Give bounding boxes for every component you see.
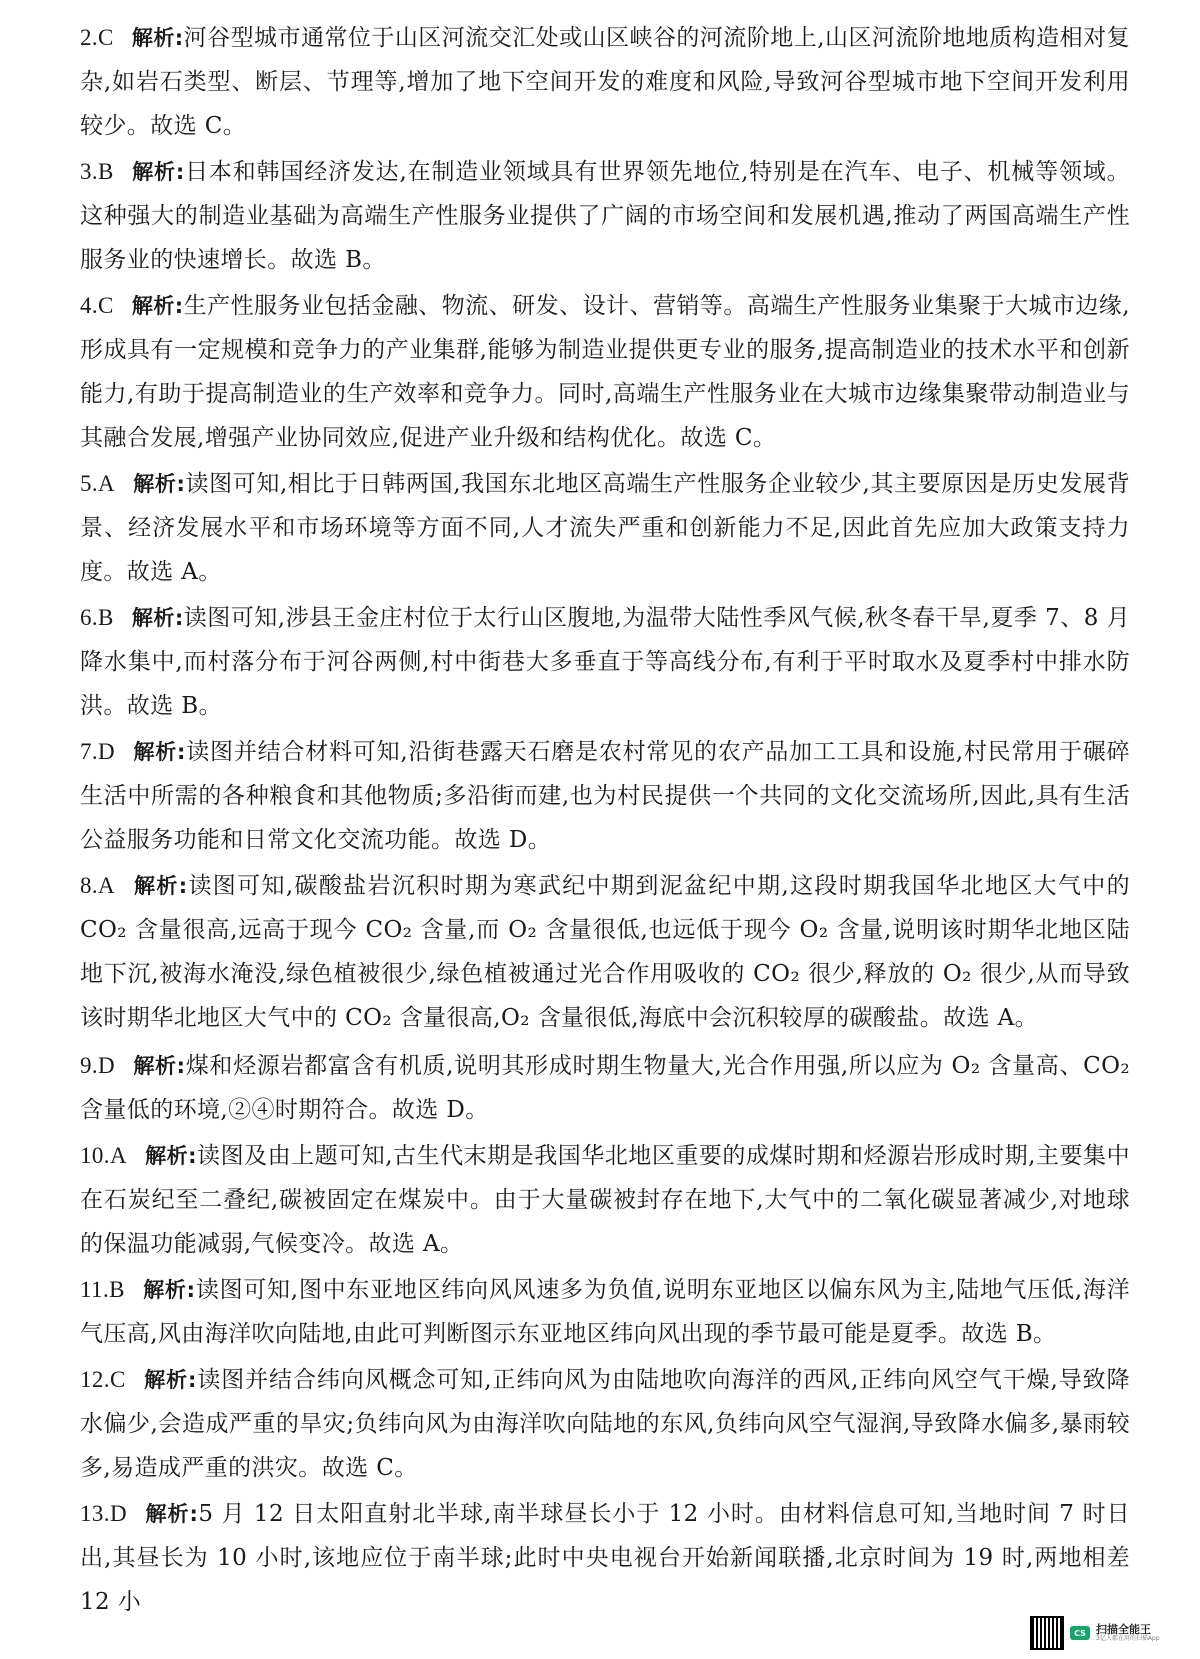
answer-number: 10.A [80, 1143, 127, 1168]
answer-item-5 [80, 462, 1130, 594]
answer-number: 5.A [80, 471, 116, 496]
analysis-label: 解析: [144, 1502, 199, 1526]
analysis-label: 解析: [142, 1278, 196, 1302]
analysis-label: 解析: [144, 1144, 197, 1168]
analysis-text: 读图可知,相比于日韩两国,我国东北地区高端生产性服务企业较少,其主要原因是历史发展背景、经济发展水平和市场环境等方面不同,人才流失严重和创新能力不足,因此首先应加大政策支持力度。故选 A。 [80, 471, 1130, 585]
answer-item-7 [80, 730, 1130, 862]
answer-item-9 [80, 1044, 1130, 1132]
answer-item-6 [80, 596, 1130, 728]
answer-item-11 [80, 1268, 1130, 1356]
watermark-title: 扫描全能王 [1096, 1622, 1151, 1636]
analysis-text: 读图并结合材料可知,沿街巷露天石磨是农村常见的农产品加工工具和设施,村民常用于碾碎生活中所需的各种粮食和其他物质;多沿街而建,也为村民提供一个共同的文化交流场所,因此,具有生活公益服务功能和日常文化交流功能。故选 D。 [80, 739, 1130, 853]
qr-code-icon [1030, 1616, 1064, 1650]
analysis-label: 解析: [143, 1368, 197, 1392]
answer-item-2 [80, 16, 1130, 148]
analysis-text: 煤和烃源岩都富含有机质,说明其形成时期生物量大,光合作用强,所以应为 O₂ 含量高、CO₂ 含量低的环境,②④时期符合。故选 D。 [80, 1053, 1130, 1123]
analysis-label: 解析: [133, 1054, 186, 1078]
analysis-label: 解析: [131, 606, 184, 630]
answer-item-4 [80, 284, 1130, 460]
watermark-subtitle: 3亿人都在用的扫描App [1096, 1634, 1160, 1642]
analysis-text: 读图可知,碳酸盐岩沉积时期为寒武纪中期到泥盆纪中期,这段时期我国华北地区大气中的 CO₂ 含量很高,远高于现今 CO₂ 含量,而 O₂ 含量很低,也远低于现今 O₂ 含量,说明该时期华北地区陆地下沉,被海水淹没,绿色植被很少,绿色植被通过光合作用吸收的 CO₂ 很少,释放的 O₂ 很少,从而导致该时期华北地区大气中的 CO₂ 含量很高,O₂ 含量很低,海底中会沉积较厚的碳酸盐。故选 A。 [80, 873, 1131, 1031]
answer-item-13 [80, 1492, 1130, 1624]
analysis-label: 解析: [133, 874, 188, 898]
answer-number: 7.D [80, 739, 116, 764]
answer-number: 8.A [80, 873, 116, 898]
camscanner-logo-icon: CS [1070, 1626, 1090, 1640]
analysis-text: 读图并结合纬向风概念可知,正纬向风为由陆地吹向海洋的西风,正纬向风空气干燥,导致降水偏少,会造成严重的旱灾;负纬向风为由海洋吹向陆地的东风,负纬向风空气湿润,导致降水偏多,暴雨较多,易造成严重的洪灾。故选 C。 [80, 1367, 1130, 1481]
answer-item-10 [80, 1134, 1130, 1266]
answer-item-3 [80, 150, 1130, 282]
analysis-label: 解析: [131, 160, 185, 184]
analysis-text: 读图可知,涉县王金庄村位于太行山区腹地,为温带大陆性季风气候,秋冬春干旱,夏季 7、8 月降水集中,而村落分布于河谷两侧,村中街巷大多垂直于等高线分布,有利于平时取水及夏季村中排水防洪。故选 B。 [80, 605, 1130, 719]
analysis-label: 解析: [133, 740, 186, 764]
analysis-label: 解析: [131, 294, 184, 318]
answer-item-12 [80, 1358, 1130, 1490]
analysis-text: 读图可知,图中东亚地区纬向风风速多为负值,说明东亚地区以偏东风为主,陆地气压低,海洋气压高,风由海洋吹向陆地,由此可判断图示东亚地区纬向风出现的季节最可能是夏季。故选 B。 [80, 1277, 1130, 1347]
answer-number: 9.D [80, 1053, 116, 1078]
answer-number: 11.B [80, 1277, 125, 1302]
answer-number: 13.D [80, 1501, 127, 1526]
analysis-text: 读图及由上题可知,古生代末期是我国华北地区重要的成煤时期和烃源岩形成时期,主要集中在石炭纪至二叠纪,碳被固定在煤炭中。由于大量碳被封存在地下,大气中的二氧化碳显著减少,对地球的保温功能减弱,气候变冷。故选 A。 [80, 1143, 1130, 1257]
analysis-text: 生产性服务业包括金融、物流、研发、设计、营销等。高端生产性服务业集聚于大城市边缘,形成具有一定规模和竞争力的产业集群,能够为制造业提供更专业的服务,提高制造业的技术水平和创新能力,有助于提高制造业的生产效率和竞争力。同时,高端生产性服务业在大城市边缘集聚带动制造业与其融合发展,增强产业协同效应,促进产业升级和结构优化。故选 C。 [80, 293, 1130, 451]
analysis-text: 5 月 12 日太阳直射北半球,南半球昼长小于 12 小时。由材料信息可知,当地时间 7 时日出,其昼长为 10 小时,该地应位于南半球;此时中央电视台开始新闻联播,北京时间为 19 时,两地相差 12 小 [80, 1501, 1130, 1615]
answer-number: 6.B [80, 605, 114, 630]
analysis-text: 河谷型城市通常位于山区河流交汇处或山区峡谷的河流阶地上,山区河流阶地地质构造相对复杂,如岩石类型、断层、节理等,增加了地下空间开发的难度和风险,导致河谷型城市地下空间开发利用较少。故选 C。 [80, 25, 1130, 139]
watermark-text [1096, 1624, 1160, 1643]
scanner-watermark [1030, 1615, 1162, 1651]
answer-number: 4.C [80, 293, 114, 318]
analysis-label: 解析: [131, 26, 184, 50]
answer-number: 3.B [80, 159, 114, 184]
analysis-text: 日本和韩国经济发达,在制造业领域具有世界领先地位,特别是在汽车、电子、机械等领域。这种强大的制造业基础为高端生产性服务业提供了广阔的市场空间和发展机遇,推动了两国高端生产性服务业的快速增长。故选 B。 [80, 159, 1130, 273]
answer-item-8 [80, 864, 1130, 1040]
analysis-label: 解析: [133, 472, 186, 496]
answer-number: 2.C [80, 25, 114, 50]
answer-number: 12.C [80, 1367, 126, 1392]
